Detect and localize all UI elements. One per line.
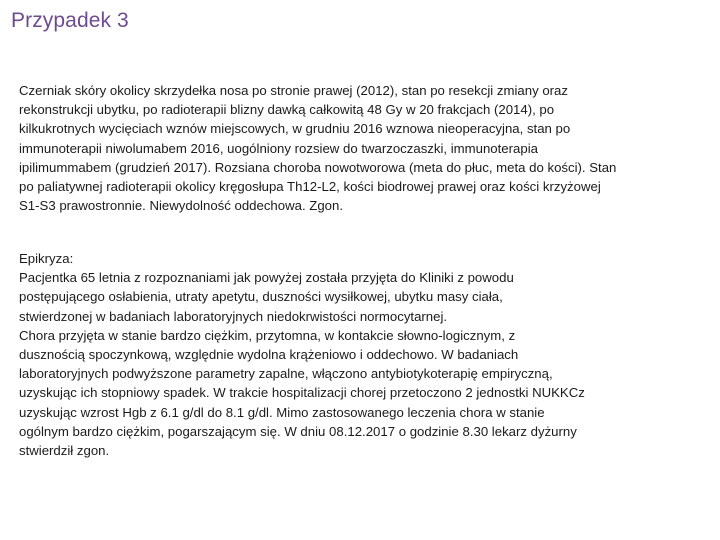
- case-summary-line: S1-S3 prawostronnie. Niewydolność oddechowa. Zgon.: [19, 198, 344, 214]
- case-summary-line: kilkukrotnych wycięciach wznów miejscowych, w grudniu 2016 wznowa nieoperacyjna, stan po: [19, 121, 571, 137]
- epicrisis-line: uzyskując wzrost Hgb z 6.1 g/dl do 8.1 g/dl. Mimo zastosowanego leczenia chora w stanie: [19, 404, 545, 420]
- case-summary-paragraph: [19, 81, 709, 215]
- epicrisis-line: ogólnym bardzo ciężkim, pogarszającym się. W dniu 08.12.2017 o godzinie 8.30 lekarz dyżurny: [19, 423, 577, 439]
- epicrisis-line: Chora przyjęta w stanie bardzo ciężkim, przytomna, w kontakcie słowno-logicznym, z: [19, 327, 516, 343]
- epicrisis-line: laboratoryjnych podwyższone parametry zapalne, włączono antybiotykoterapię empiryczną,: [19, 366, 553, 382]
- epicrisis-paragraph: [19, 249, 709, 460]
- epicrisis-line: uzyskując ich stopniowy spadek. W trakcie hospitalizacji chorej przetoczono 2 jednostki NUKKCz: [19, 385, 585, 401]
- case-summary-line: Czerniak skóry okolicy skrzydełka nosa po stronie prawej (2012), stan po resekcji zmiany oraz: [19, 83, 568, 98]
- case-summary-line: po paliatywnej radioterapii okolicy kręgosłupa Th12-L2, kości biodrowej prawej oraz kości krzyżowej: [19, 179, 601, 195]
- case-summary-line: rekonstrukcji ubytku, po radioterapii blizny dawką całkowitą 48 Gy w 20 frakcjach (2014), po: [19, 102, 555, 118]
- case-summary-line: ipilimummabem (grudzień 2017). Rozsiana choroba nowotworowa (meta do płuc, meta do kości). Stan: [19, 159, 617, 175]
- epicrisis-line: postępującego osłabienia, utraty apetytu, duszności wysiłkowej, ubytku masy ciała,: [19, 289, 503, 305]
- epicrisis-line: stwierdził zgon.: [19, 443, 110, 459]
- slide-title: Przypadek 3: [11, 9, 129, 32]
- case-summary-line: immunoterapii niwolumabem 2016, uogólniony rozsiew do twarzoczaszki, immunoterapia: [19, 140, 538, 156]
- epicrisis-line: dusznością spoczynkową, względnie wydolna krążeniowo i oddechowo. W badaniach: [19, 347, 519, 363]
- epicrisis-line: stwierdzonej w badaniach laboratoryjnych niedokrwistości normocytarnej.: [19, 308, 448, 324]
- epicrisis-heading: Epikryza:: [19, 251, 74, 266]
- epicrisis-line: Pacjentka 65 letnia z rozpoznaniami jak powyżej została przyjęta do Kliniki z powodu: [19, 270, 514, 286]
